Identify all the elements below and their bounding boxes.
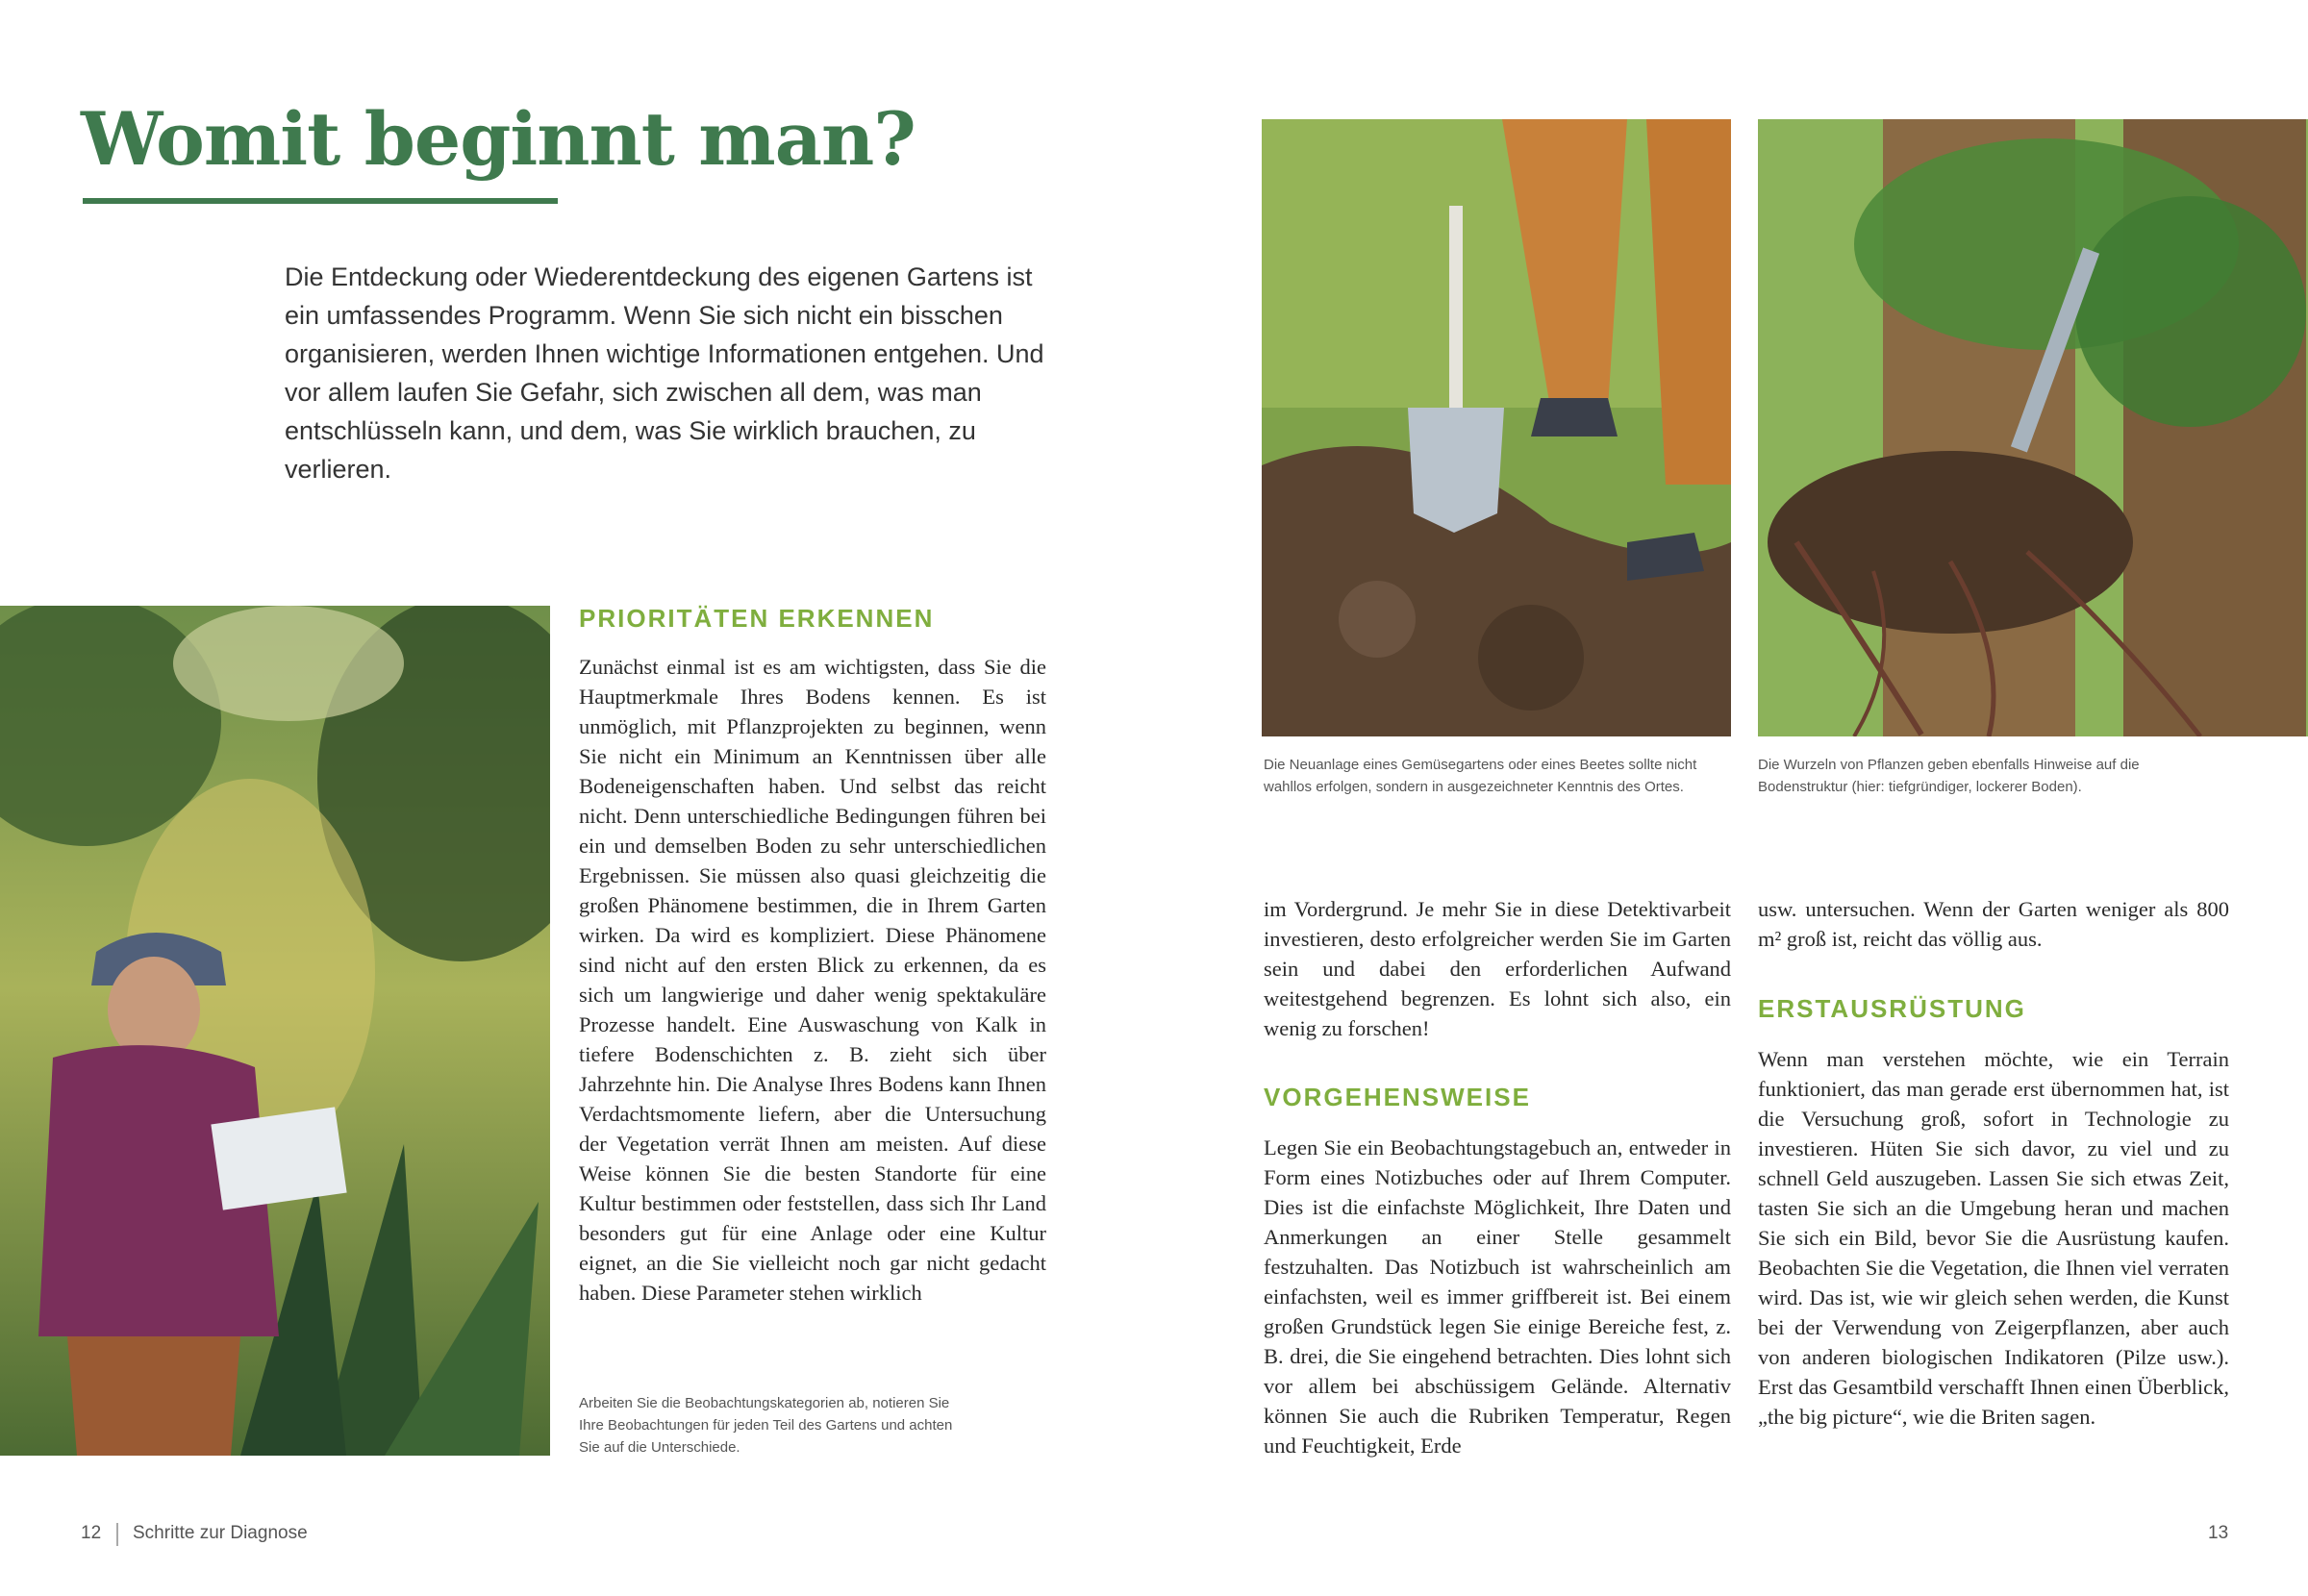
heading-prioritaeten: PRIORITÄTEN ERKENNEN: [579, 604, 935, 633]
intro-paragraph: Die Entdeckung oder Wiederentdeckung des eigenen Gartens ist ein umfassendes Programm. Wenn Sie sich nicht ein bisschen organisieren, werden Ihnen wichtige Informationen entgehen. Und vor allem laufen Sie Gefahr, sich zwischen all dem, was man entschlüsseln kann, und dem, was Sie wirklich brauchen, zu verlieren.: [285, 262, 1044, 484]
heading-vorgehensweise: VORGEHENSWEISE: [1264, 1083, 1531, 1111]
page-number-left: 12: [81, 1523, 102, 1543]
caption-spade: Die Neuanlage eines Gemüsegartens oder eines Beetes sollte nicht wahllos erfolgen, sondern in ausgezeichneter Kenntnis des Ortes.: [1264, 757, 1697, 795]
text-vorgehensweise: Legen Sie ein Beobachtungstagebuch an, entweder in Form eines Notizbuches oder auf Ihrem Computer. Dies ist die einfachste Möglichkeit, Ihre Daten und Anmerkungen an einer Stelle gesammelt festzuhalten. Das Notizbuch ist wahrscheinlich am einfachsten, weil es immer griffbereit ist. Bei einem großen Grundstück legen Sie einige Bereiche fest, z. B. drei, die Sie eingehend betrachten. Dies lohnt sich vor allem bei abschüssigem Gelände. Alternativ können Sie auch die Rubriken Temperatur, Regen und Feuchtigkeit, Erde: [1264, 1135, 1731, 1458]
caption-roots: Die Wurzeln von Pflanzen geben ebenfalls Hinweise auf die Bodenstruktur (hier: tiefgründiger, lockerer Boden).: [1758, 757, 2140, 795]
text-erstausruestung: Wenn man verstehen möchte, wie ein Terrain funktioniert, das man gerade erst übernommen hat, ist die Versuchung groß, sofort in Technologie zu investieren. Hüten Sie sich davor, zu viel und zu schnell Geld auszugeben. Lassen Sie sich etwas Zeit, tasten Sie sich an die Umgebung heran und machen Sie sich ein Bild, bevor Sie die Ausrüstung kaufen. Beobachten Sie die Vegetation, die Ihnen viel verraten wird. Das ist, wie wir gleich sehen werden, die Kunst bei der Verwendung von Zeigerpflanzen, aber auch von anderen biologischen Indikatoren (Pilze usw.). Erst das Gesamtbild verschafft Ihnen einen Überblick, „the big picture“, wie die Briten sagen.: [1758, 1047, 2229, 1429]
title-underline: [83, 198, 558, 204]
page-number-right: 13: [2208, 1523, 2229, 1543]
text-vordergrund: im Vordergrund. Je mehr Sie in diese Detektivarbeit investieren, desto erfolgreicher werden Sie im Garten sein und dabei den erforderlichen Aufwand weitestgehend begrenzen. Es lohnt sich also, ein wenig zu forschen!: [1264, 897, 1731, 1040]
heading-erstausruestung: ERSTAUSRÜSTUNG: [1758, 994, 2026, 1023]
gardener-photo: [0, 606, 550, 1456]
chapter-name: Schritte zur Diagnose: [133, 1523, 308, 1543]
roots-photo: [1758, 119, 2308, 736]
spade-photo: [1262, 119, 1731, 736]
footer-separator: [116, 1523, 118, 1546]
page-title: Womit beginnt man?: [81, 96, 916, 182]
text-untersuchen: usw. untersuchen. Wenn der Garten weniger als 800 m² groß ist, reicht das völlig aus.: [1758, 897, 2229, 951]
text-prioritaeten: Zunächst einmal ist es am wichtigsten, dass Sie die Hauptmerkmale Ihres Bodens kennen. Es ist unmöglich, mit Pflanzprojekten zu beginnen, wenn Sie nicht ein Minimum an Kenntnissen über alle Bodeneigenschaften haben. Und selbst das reicht nicht. Denn unterschiedliche Bedingungen führen bei ein und demselben Boden zu sehr unterschiedlichen Ergebnissen. Sie müssen also quasi gleichzeitig die großen Phänomene bestimmen, die in Ihrem Garten wirken. Da wird es kompliziert. Diese Phänomene sind nicht auf den ersten Blick zu erkennen, da es sich um langwierige und daher wenig spektakuläre Prozesse handelt. Eine Auswaschung von Kalk in tiefere Bodenschichten z. B. zieht sich über Jahrzehnte hin. Die Analyse Ihres Bodens kann Ihnen Verdachtsmomente liefern, aber die Untersuchung der Vegetation verrät Ihnen am meisten. Auf diese Weise können Sie die besten Standorte für eine Kultur bestimmen oder feststellen, dass sich Ihr Land besonders gut für eine Anlage oder eine Kultur eignet, an die Sie vielleicht noch gar nicht gedacht haben. Diese Parameter stehen wirklich: [579, 655, 1046, 1305]
caption-gardener: Arbeiten Sie die Beobachtungskategorien ab, notieren Sie Ihre Beobachtungen für jeden Teil des Gartens und achten Sie auf die Unterschiede.: [579, 1395, 953, 1456]
